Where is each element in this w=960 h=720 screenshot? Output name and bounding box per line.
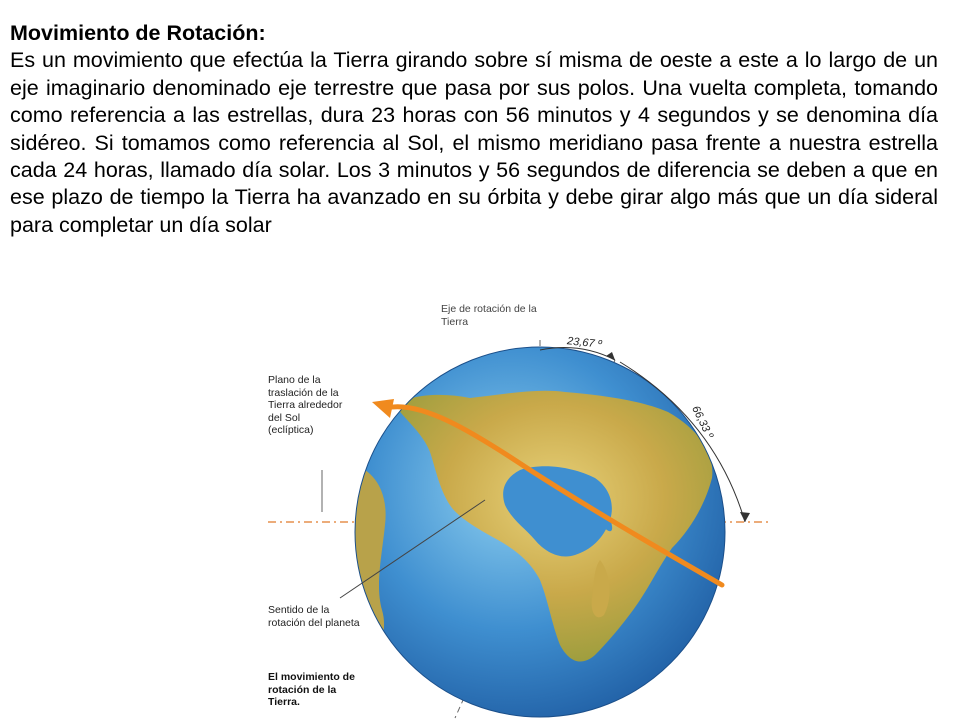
figure-caption: El movimiento de rotación de la Tierra. bbox=[268, 671, 355, 708]
angle-label-large: 66,33 º bbox=[689, 404, 716, 441]
label-rotation-axis: Eje de rotación de la Tierra bbox=[441, 303, 537, 328]
angle-label-small: 23,67 º bbox=[566, 335, 603, 351]
slide-title: Movimiento de Rotación: bbox=[10, 21, 266, 45]
label-ecliptic-plane: Plano de la traslación de la Tierra alrededor del Sol (eclíptica) bbox=[268, 374, 343, 436]
slide-body: Es un movimiento que efectúa la Tierra girando sobre sí misma de oeste a este a lo largo de un eje imaginario denominado eje terrestre que pasa por sus polos. Una vuelta completa, tomando como referencia a las estrellas, dura 23 horas con 56 minutos y 4 segundos y se denomina día sidéreo. Si tomamos como referencia al Sol, el mismo meridiano pasa frente a nuestra estrella cada 24 horas, llamado día solar. Los 3 minutos y 56 segundos de diferencia se deben a que en ese plazo de tiempo la Tierra ha avanzado en su órbita y debe girar algo más que un día sideral para completar un día solar bbox=[10, 48, 938, 237]
orbit-arrow-icon bbox=[372, 399, 394, 418]
label-rotation-direction: Sentido de la rotación del planeta bbox=[268, 604, 360, 629]
